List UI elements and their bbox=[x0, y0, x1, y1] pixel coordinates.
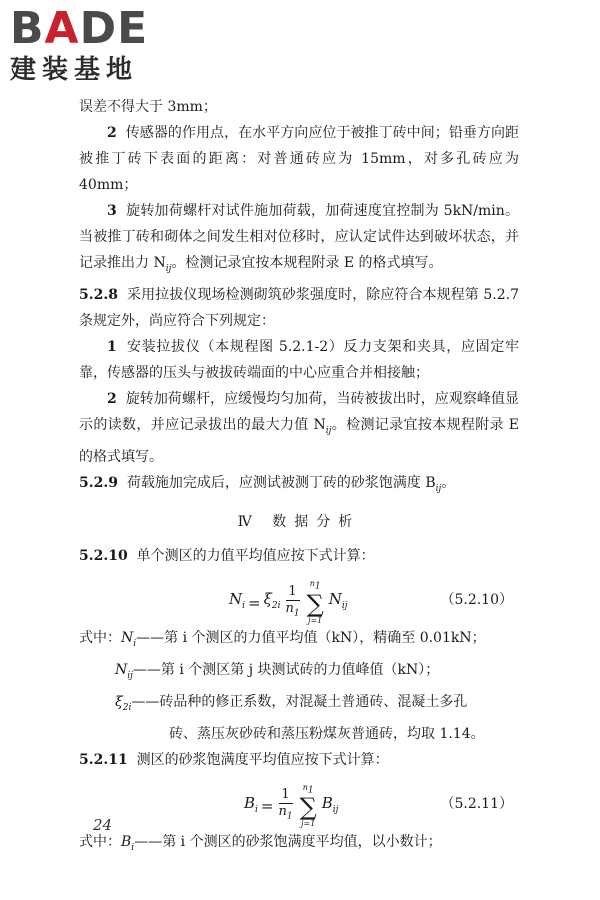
def-xi-continued: 砖、蒸压灰砂砖和蒸压粉煤灰普通砖，均取 1.14。 bbox=[169, 725, 485, 742]
section-5-2-11: 5.2.11 测区的砂浆饱满度平均值应按下式计算： bbox=[79, 751, 389, 768]
item-j2: 2 旋转加荷螺杆，应缓慢均匀加荷，当砖被拔出时，应观察峰值显示的读数，并应记录拔出的最大力值 $N_{ij}$。检测记录宜按本规程附录 E 的格式填写。 bbox=[79, 390, 520, 465]
logo-letters-de: DE bbox=[79, 3, 149, 54]
f2-sum: $n_1$ ∑ j=1 bbox=[299, 782, 317, 829]
f2-fraction: $\frac{1}{n_1}$ bbox=[278, 787, 293, 822]
def-xi: $\xi_{2i}——$砖品种的修正系数，对混凝土普通砖、混凝土多孔 bbox=[115, 693, 468, 713]
f2-term: $B_{ij}$ bbox=[321, 793, 339, 815]
item-3: 3 旋转加荷螺杆对试件施加荷载，加荷速度宜控制为 5kN/min。当被推丁砖和砌体之间发生相对位移时，应认定试件达到破坏状态，并记录推出力 $N_{ij}$。检测记录宜按本规程附录 E 的格式填写。 bbox=[79, 203, 520, 274]
document-body bbox=[79, 94, 519, 861]
item-2: 2 传感器的作用点，在水平方向应位于被推丁砖中间；铅垂方向距被推丁砖下表面的距离：对普通砖应为 15mm，对多孔砖应为 40mm； bbox=[79, 125, 519, 193]
logo-chinese: 建装基地 bbox=[10, 55, 139, 85]
f1-fraction: $\frac{1}{n_1}$ bbox=[285, 583, 300, 619]
para-l1: 误差不得大于 3mm； bbox=[79, 99, 217, 115]
page-number: 24 bbox=[93, 816, 113, 834]
logo-letter-a: A bbox=[44, 3, 80, 54]
heading-data-analysis: Ⅳ 数据分析 bbox=[237, 514, 361, 531]
f1-eq: = bbox=[248, 593, 261, 612]
formula-5-2-11-body bbox=[244, 783, 338, 830]
f2-lhs: $B_i$ bbox=[244, 793, 258, 815]
logo-letter-b: B bbox=[10, 3, 45, 54]
f1-sum: $n_1$ ∑ j=1 bbox=[306, 579, 324, 625]
f2-eq: = bbox=[260, 797, 274, 816]
def-b-i: 式中：$B_i——$第 i 个测区的砂浆饱满度平均值，以小数计； bbox=[79, 833, 442, 853]
formula-label-5-2-10: （5.2.10） bbox=[440, 592, 513, 609]
logo-wordmark bbox=[10, 3, 180, 54]
item-j1: 1 安装拉拔仪（本规程图 5.2.1-2）反力支架和夹具，应固定牢靠，传感器的压头与被拔砖端面的中心应重合并相接触； bbox=[79, 338, 519, 381]
section-5-2-8: 5.2.8 采用拉拔仪现场检测砌筑砂浆强度时，除应符合本规程第 5.2.7 条规定外，尚应符合下列规定： bbox=[79, 286, 519, 329]
f1-xi: $\xi_{2i}$ bbox=[263, 590, 281, 612]
formula-5-2-10-body bbox=[229, 579, 348, 626]
formula-5-2-11 bbox=[79, 775, 519, 827]
formula-label-5-2-11: （5.2.11） bbox=[440, 795, 513, 812]
f1-term: $N_{ij}$ bbox=[328, 590, 348, 612]
formula-5-2-10 bbox=[79, 571, 519, 623]
logo bbox=[10, 3, 180, 86]
def-n-i: 式中：$N_i——$第 i 个测区的力值平均值（kN），精确至 0.01kN； bbox=[79, 630, 486, 650]
section-5-2-9: 5.2.9 荷载施加完成后，应测试被测丁砖的砂浆饱满度 $B_{ij}$。 bbox=[79, 474, 456, 494]
f1-lhs: $N_i$ bbox=[229, 590, 246, 612]
section-5-2-10: 5.2.10 单个测区的力值平均值应按下式计算： bbox=[79, 548, 375, 565]
def-n-ij: $N_{ij}——$第 i 个测区第 j 块测试砖的力值峰值（kN）； bbox=[115, 662, 440, 681]
